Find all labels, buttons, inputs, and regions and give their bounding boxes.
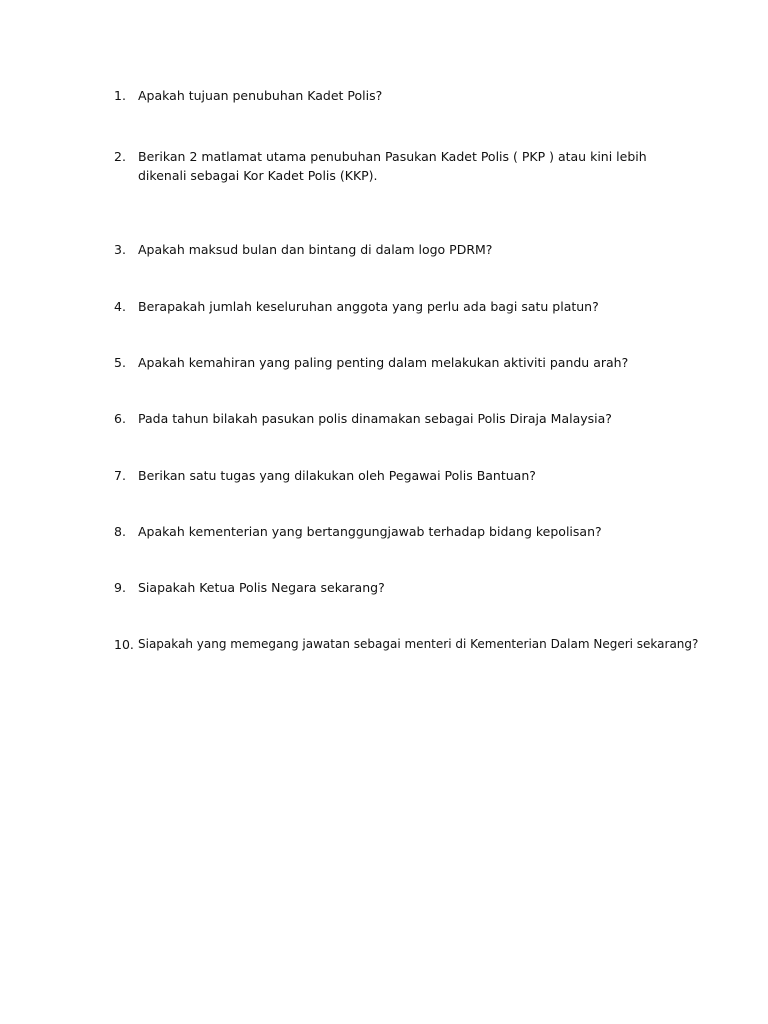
question-number: 8. [114,524,126,539]
question-text: Apakah kemahiran yang paling penti̇ng dalam melakukan akti̇viti̇ pandu arah? [138,355,629,370]
question-text: Berikan satu tugas yang dilakukan oleh Pegawai Polis Bantuan? [138,468,536,483]
question-text: Apakah kementerian yang bertanggungjawab terhadap bidang kepolisan? [138,524,602,539]
question-number: 10. [114,637,134,652]
question-number: 7. [114,468,126,483]
question-number: 1. [114,88,126,103]
question-text: Apakah tujuan penubuhan Kadet Polis? [138,88,383,103]
question-text: Berikan 2 matlamat utama penubuhan Pasukan Kadet Polis ( PKP ) atau kini lebih dikenali sebagai Kor Kadet Polis (KKP). [138,149,647,183]
question-number: 3. [114,242,126,257]
question-number: 6. [114,411,126,426]
question-text: Berapakah jumlah keseluruhan anggota yang perlu ada bagi satu platun? [138,299,599,314]
question-number: 9. [114,580,126,595]
question-text: Siapakah Ketua Polis Negara sekarang? [138,580,385,595]
question-text: Siapakah yang memegang jawatan sebagai menteri di Kementerian Dalam Negeri sekarang? [138,637,699,651]
question-text: Pada tahun bilakah pasukan polis dinamakan sebagai Polis Diraja Malaysia? [138,411,612,426]
question-text: Apakah maksud bulan dan bintang di dalam logo PDRM? [138,242,493,257]
question-number: 5. [114,355,126,370]
question-number: 2. [114,149,126,164]
question-number: 4. [114,299,126,314]
